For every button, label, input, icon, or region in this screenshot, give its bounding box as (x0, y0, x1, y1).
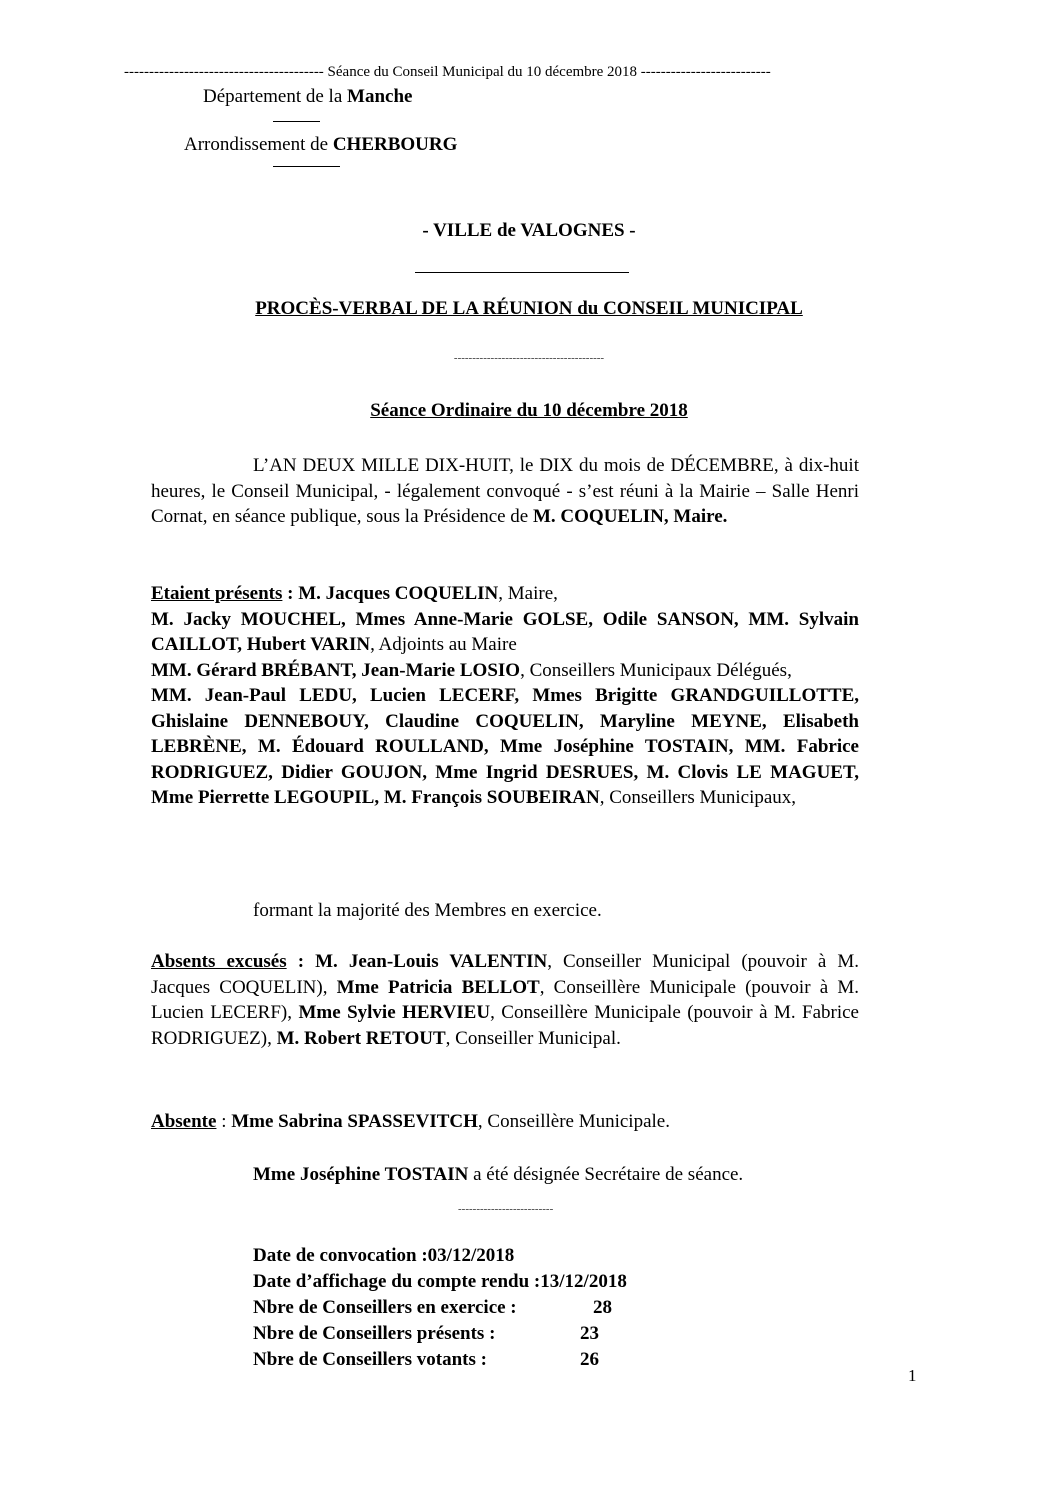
stat-affichage (253, 1269, 627, 1295)
present-line-conseillers (151, 683, 859, 811)
present-adjoints-role: , Adjoints au Maire (370, 634, 517, 655)
excused-label: Absents excusés (151, 951, 287, 972)
secretary-line (151, 1162, 859, 1188)
intro-paragraph (151, 453, 859, 530)
page-number: 1 (908, 1366, 917, 1385)
department-rule (273, 121, 320, 122)
stat-votants (253, 1347, 627, 1373)
stat-value: 28 (593, 1297, 612, 1318)
present-line-adjoints (151, 607, 859, 658)
excused-3-detail: , Conseillère Municipale (pouvoir à M. Fabrice RODRIGUEZ), (151, 1002, 859, 1049)
present-mayor-role: , Maire, (498, 583, 558, 604)
arrondissement-prefix: Arrondissement de (184, 134, 333, 155)
present-conseillers-names: MM. Jean-Paul LEDU, Lucien LECERF, Mmes Brigitte GRANDGUILLOTTE, Ghislaine DENNEBOUY, Claudine COQUELIN, Maryline MEYNE, Elisabeth LEBRÈNE, M. Édouard ROULLAND, Mme Joséphine TOSTAIN, MM. Fabrice RODRIGUEZ, Didier GOUJON, Mme Ingrid DESRUES, M. Clovis LE MAGUET, Mme Pierrette LEGOUPIL, M. François SOUBEIRAN (151, 685, 859, 808)
excused-4-detail: , Conseiller Municipal. (445, 1027, 621, 1049)
session-title: Séance Ordinaire du 10 décembre 2018 (370, 400, 688, 421)
present-label: Etaient présents (151, 583, 283, 604)
arrondissement-rule (273, 166, 340, 167)
present-conseillers-role: , Conseillers Municipaux, (599, 787, 797, 808)
excused-paragraph (151, 949, 859, 1051)
stat-value: 26 (580, 1349, 599, 1370)
intro-president: M. COQUELIN, Maire. (533, 506, 728, 527)
secretary-name: Mme Joséphine TOSTAIN (253, 1164, 469, 1185)
excused-4-name: M. Robert RETOUT (276, 1027, 446, 1049)
absent-name: Mme Sabrina SPASSEVITCH (231, 1111, 478, 1132)
present-line-mayor (151, 581, 859, 607)
present-delegues-names: MM. Gérard BRÉBANT, Jean-Marie LOSIO (151, 659, 521, 681)
present-sep: : (282, 583, 299, 604)
absent-detail: , Conseillère Municipale. (477, 1111, 670, 1132)
stat-label: Date d’affichage du compte rendu : (253, 1271, 541, 1292)
stat-label: Date de convocation : (253, 1245, 428, 1266)
department-line (203, 86, 412, 108)
present-paragraph (151, 581, 859, 811)
separator-dashes: ----------------------------------------- (453, 352, 605, 364)
city-title: - VILLE de VALOGNES - (422, 220, 636, 241)
excused-3-name: Mme Sylvie HERVIEU (298, 1002, 491, 1023)
city-title-rule (415, 272, 629, 273)
excused-2-name: Mme Patricia BELLOT (336, 976, 540, 998)
document-title: PROCÈS-VERBAL DE LA RÉUNION du CONSEIL MUNICIPAL (255, 298, 803, 319)
stat-label: Nbre de Conseillers votants : (253, 1349, 487, 1370)
stat-value: 13/12/2018 (540, 1271, 627, 1292)
department-prefix: Département de la (203, 86, 348, 107)
excused-sep: : (286, 951, 316, 972)
running-header: ---------------------------------------- Séance du Conseil Municipal du 10 décembre 2018 -------------------------- (124, 64, 771, 80)
present-line-delegues (151, 658, 859, 684)
stat-value: 03/12/2018 (427, 1245, 515, 1266)
absent-paragraph (151, 1109, 859, 1135)
arrondissement-name: CHERBOURG (332, 134, 458, 155)
stat-presents (253, 1321, 627, 1347)
stat-convocation (253, 1243, 627, 1269)
small-separator: -------------------------- (458, 1203, 554, 1215)
majority-line: formant la majorité des Membres en exercice. (253, 900, 602, 921)
department-name: Manche (347, 86, 413, 107)
absent-sep: : (216, 1111, 232, 1132)
secretary-detail: a été désignée Secrétaire de séance. (468, 1164, 744, 1185)
excused-2-detail: , Conseillère Municipale (pouvoir à M. Lucien LECERF), (151, 976, 859, 1023)
stat-exercice (253, 1295, 627, 1321)
present-mayor-name: M. Jacques COQUELIN (298, 583, 499, 604)
present-adjoints-names: M. Jacky MOUCHEL, Mmes Anne-Marie GOLSE, Odile SANSON, MM. Sylvain CAILLOT, Hubert VARIN (151, 608, 859, 655)
stat-value: 23 (580, 1323, 599, 1344)
present-delegues-role: , Conseillers Municipaux Délégués, (520, 659, 792, 681)
excused-1-name: M. Jean-Louis VALENTIN (315, 951, 548, 972)
stat-label: Nbre de Conseillers présents : (253, 1323, 496, 1344)
arrondissement-line (184, 134, 457, 156)
absent-label: Absente (151, 1111, 217, 1132)
excused-1-detail: , Conseiller Municipal (pouvoir à M. Jacques COQUELIN), (151, 951, 859, 998)
stats-block (253, 1243, 627, 1373)
stat-label: Nbre de Conseillers en exercice : (253, 1297, 517, 1318)
intro-text: L’AN DEUX MILLE DIX-HUIT, le DIX du mois de DÉCEMBRE, à dix-huit heures, le Conseil Municipal, - légalement convoqué - s’est réuni à la Mairie – Salle Henri Cornat, en séance publique, sous la Présidence de (151, 455, 859, 527)
